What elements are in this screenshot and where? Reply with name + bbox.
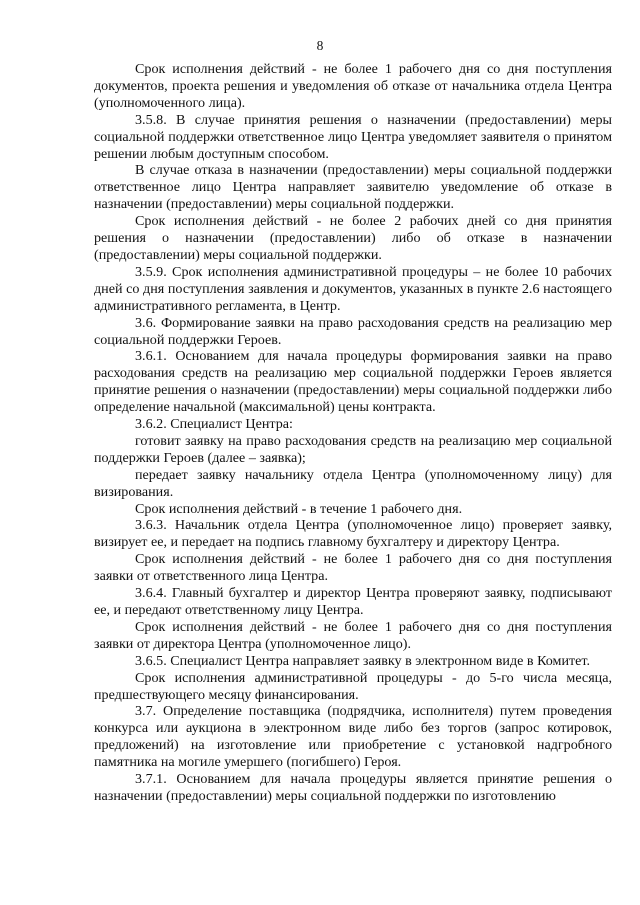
document-body [94, 61, 612, 805]
paragraph: 3.6. Формирование заявки на право расходования средств на реализацию мер социальной поддержки Героев. [94, 314, 612, 348]
paragraph: готовит заявку на право расходования средств на реализацию мер социальной поддержки Героев (далее – заявка); [94, 432, 612, 466]
paragraph: 3.5.8. В случае принятия решения о назначении (предоставлении) меры социальной поддержки ответственное лицо Центра уведомляет заявителя о принятом решении любым доступным способом. [94, 111, 612, 162]
paragraph: Срок исполнения действий - не более 1 рабочего дня со дня поступления документов, проекта решения и уведомления об отказе от начальника отдела Центра (уполномоченного лица). [94, 61, 612, 111]
paragraph: Срок исполнения действий - в течение 1 рабочего дня. [135, 500, 463, 517]
paragraph: 3.6.3. Начальник отдела Центра (уполномоченное лицо) проверяет заявку, визирует ее, и передает на подпись главному бухгалтеру и директору Центра. [94, 517, 612, 551]
paragraph: 3.7.1. Основанием для начала процедуры является принятие решения о назначении (предоставлении) меры социальной поддержки по изготовлению [94, 771, 612, 804]
paragraph: 3.7. Определение поставщика (подрядчика, исполнителя) путем проведения конкурса или аукциона в электронном виде либо без торгов (запрос котировок, предложений) на изготовление или приобретение с установкой надгробного памятника на могиле умершего (погибшего) Героя. [94, 703, 612, 771]
paragraph: 3.6.1. Основанием для начала процедуры формирования заявки на право расходования средств на реализацию мер социальной поддержки Героев является принятие решения о назначении (предоставлении) меры социальной поддержки либо определение начальной (максимальной) цены контракта. [94, 348, 612, 416]
paragraph: В случае отказа в назначении (предоставлении) меры социальной поддержки ответственное лицо Центра направляет заявителю уведомление об отказе в назначении (предоставлении) меры социальной поддержки. [94, 162, 612, 213]
paragraph: передает заявку начальнику отдела Центра (уполномоченному лицу) для визирования. [94, 466, 612, 500]
paragraph: Срок исполнения административной процедуры - до 5-го числа месяца, предшествующего месяцу финансирования. [94, 669, 612, 703]
page-number: 8 [316, 38, 324, 53]
paragraph: 3.6.2. Специалист Центра: [135, 416, 293, 433]
paragraph: 3.6.4. Главный бухгалтер и директор Центра проверяют заявку, подписывают ее, и передают ответственному лицу Центра. [94, 585, 612, 618]
paragraph: 3.6.5. Специалист Центра направляет заявку в электронном виде в Комитет. [135, 652, 591, 669]
paragraph: Срок исполнения действий - не более 2 рабочих дней со дня принятия решения о назначении (предоставлении) либо об отказе в назначении (предоставлении) меры социальной поддержки. [94, 213, 612, 263]
paragraph: 3.5.9. Срок исполнения административной процедуры – не более 10 рабочих дней со дня поступления заявления и документов, указанных в пункте 2.6 настоящего административного регламента, в Центр. [94, 263, 612, 314]
paragraph: Срок исполнения действий - не более 1 рабочего дня со дня поступления заявки от директора Центра (уполномоченное лицо). [94, 618, 612, 652]
paragraph: Срок исполнения действий - не более 1 рабочего дня со дня поступления заявки от ответственного лица Центра. [94, 551, 612, 585]
